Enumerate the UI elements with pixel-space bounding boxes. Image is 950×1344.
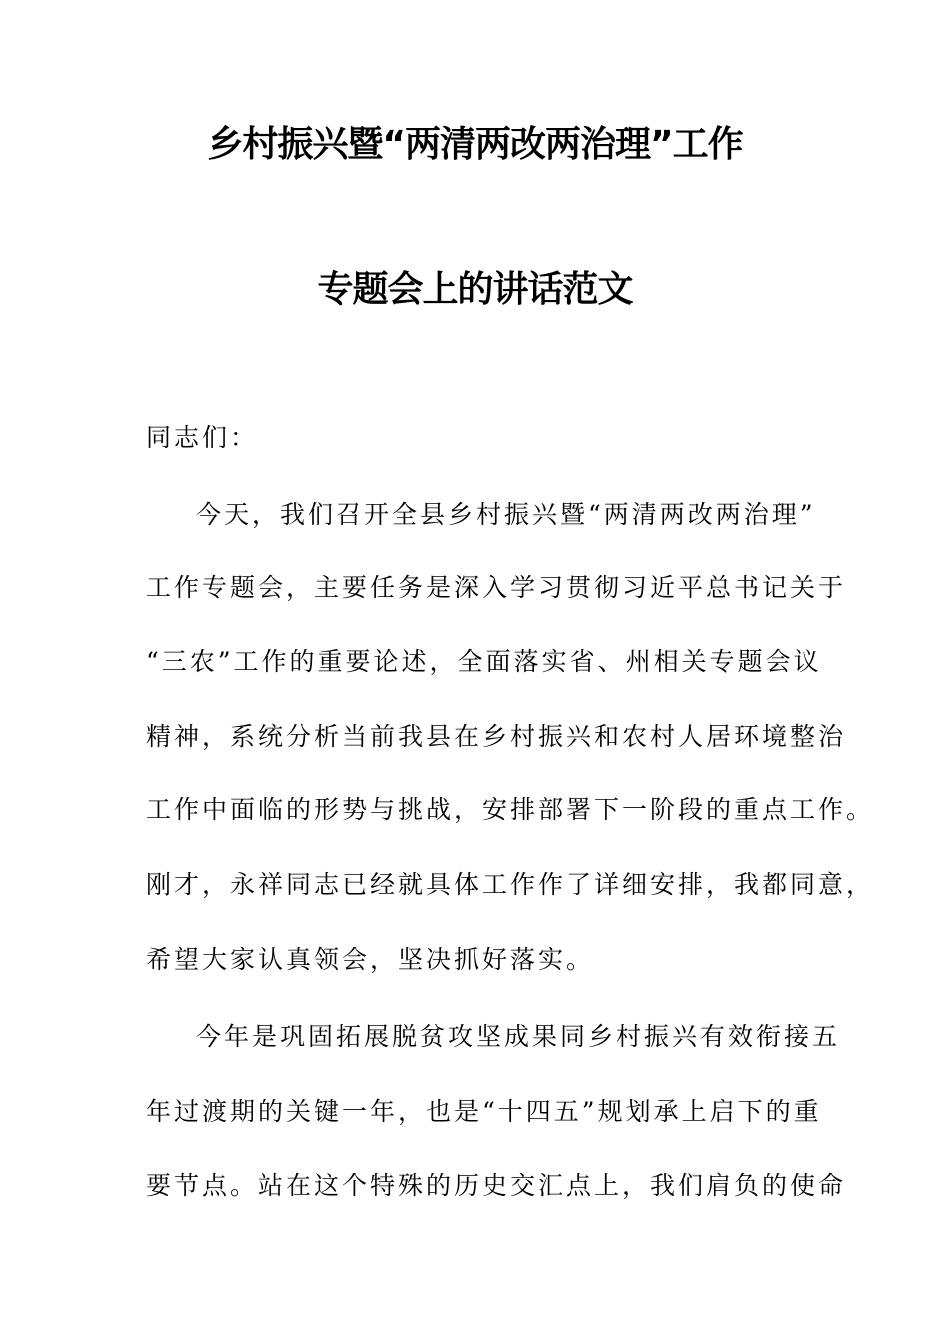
paragraph-line: 刚才，永祥同志已经就具体工作作了详细安排，我都同意，	[146, 870, 875, 899]
paragraph-line: 希望大家认真领会，坚决抓好落实。	[146, 945, 595, 974]
paragraph-line: 工作中面临的形势与挑战，安排部署下一阶段的重点工作。	[146, 795, 875, 824]
paragraph-line: 今年是巩固拓展脱贫攻坚成果同乡村振兴有效衔接五	[196, 1022, 841, 1051]
paragraph-line: “三农”工作的重要论述，全面落实省、州相关专题会议	[146, 647, 822, 676]
paragraph-line: 要节点。站在这个特殊的历史交汇点上，我们肩负的使命	[146, 1171, 847, 1200]
paragraph-line: 年过渡期的关键一年，也是“十四五”规划承上启下的重	[146, 1097, 822, 1126]
paragraph-line: 工作专题会，主要任务是深入学习贯彻习近平总书记关于	[146, 573, 847, 602]
paragraph-line: 精神，系统分析当前我县在乡村振兴和农村人居环境整治	[146, 722, 847, 751]
document-title-line-2: 专题会上的讲话范文	[317, 269, 633, 310]
document-title-line-1: 乡村振兴暨“两清两改两治理”工作	[207, 124, 743, 165]
salutation: 同志们：	[146, 423, 259, 452]
paragraph-line: 今天，我们召开全县乡村振兴暨“两清两改两治理”	[196, 500, 816, 529]
